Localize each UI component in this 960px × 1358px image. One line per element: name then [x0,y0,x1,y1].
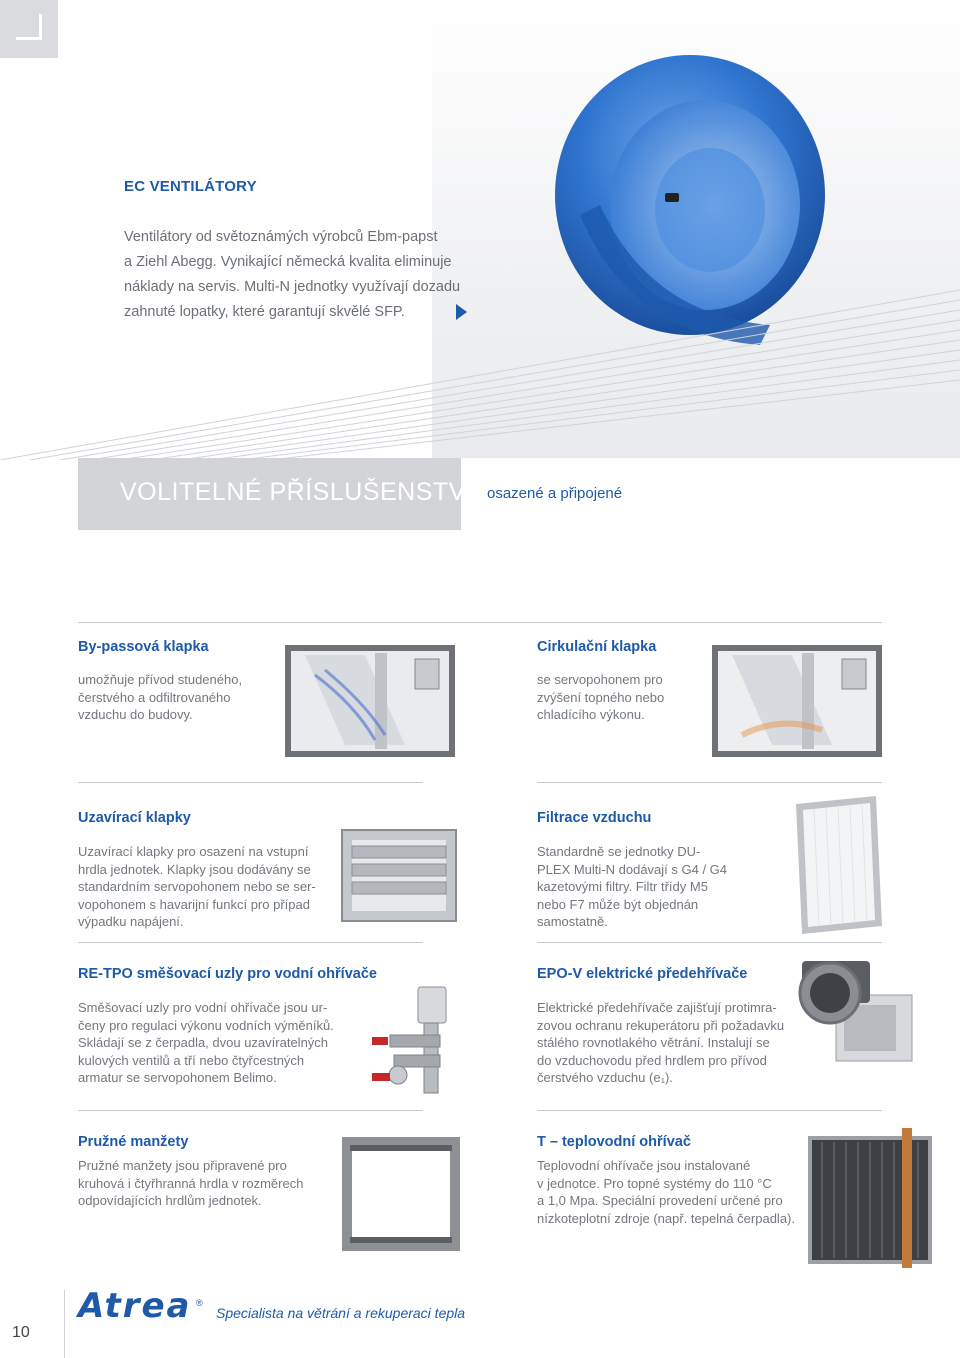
text-line: hrdla jednotek. Klapky jsou dodávány se [78,861,311,877]
text-line: nebo F7 může být objednán [537,896,699,912]
footer-divider [64,1290,65,1358]
text-line: čeny pro regulaci výkonu vodních výměníků. [78,1017,334,1033]
water-heater-title: T – teplovodní ohřívač [537,1134,691,1150]
electric-preheater-image [796,955,916,1065]
flexible-sleeve-image [340,1135,462,1253]
footer-tagline: Specialista na větrání a rekuperaci tepla [216,1305,466,1321]
text-line: a 1,0 Mpa. Speciální provedení určené pro [537,1193,783,1208]
ec-description [124,225,464,325]
closing-damper-image [340,828,458,923]
flexible-sleeves-title: Pružné manžety [78,1134,189,1150]
retpo-title: RE-TPO směšovací uzly pro vodní ohřívače [78,966,377,982]
text-line: zvýšení topného nebo [537,689,665,705]
text-line: do vzduchovodu před hrdlem pro přívod [537,1052,767,1068]
flexible-sleeves-text [78,1157,338,1210]
ec-heading: EC VENTILÁTORY [124,178,257,195]
text-line: kulových ventilů a tří nebo čtyřcestných [78,1052,305,1068]
section-subtitle: osazené a připojené [487,485,623,502]
arrow-right-icon [456,304,467,320]
text-line: armatur se servopohonem Belimo. [78,1070,277,1085]
corner-bracket-icon [16,14,42,40]
text-line: Standardně se jednotky DU- [537,844,701,859]
ec-line: a Ziehl Abegg. Vynikající německá kvalita eliminuje [124,254,452,270]
divider [537,1110,882,1111]
text-line: Směšovací uzly pro vodní ohřívače jsou ur- [78,1000,328,1015]
text-line: vzduchu do budovy. [78,707,193,722]
circulation-damper-image [712,645,882,757]
circulation-text [537,671,707,724]
ec-line: zahnuté lopatky, které garantují skvělé SFP. [124,304,405,320]
text-line: samostatně. [537,914,608,929]
text-line: umožňuje přívod studeného, [78,672,243,687]
page-number: 10 [12,1324,30,1341]
text-line: čerstvého vzduchu (e₁). [537,1070,673,1085]
text-line: zovou ochranu rekuperátoru při požadavku [537,1017,785,1033]
epov-text [537,999,797,1087]
ec-line: náklady na servis. Multi-N jednotky využívají dozadu [124,279,461,295]
text-line: se servopohonem pro [537,672,663,687]
mixing-valve-image [368,985,468,1103]
filtration-title: Filtrace vzduchu [537,810,652,826]
divider [78,622,882,623]
text-line: Teplovodní ohřívače jsou instalované [537,1158,751,1173]
section-title: VOLITELNÉ PŘÍSLUŠENSTVÍ [120,478,474,506]
bypass-damper-image [285,645,455,757]
divider [537,782,882,783]
text-line: PLEX Multi-N dodávají s G4 / G4 [537,861,728,877]
epov-title: EPO-V elektrické předehřívače [537,966,748,982]
text-line: kazetovými filtry. Filtr třídy M5 [537,879,708,894]
text-line: čerstvého a odfiltrovaného [78,689,231,705]
divider [78,782,423,783]
text-line: Skládají se z čerpadla, dvou uzavíratelných [78,1035,329,1050]
closing-dampers-text [78,843,348,931]
bypass-title: By-passová klapka [78,639,209,655]
retpo-text [78,999,348,1087]
ec-line: Ventilátory od světoznámých výrobců Ebm-papst [124,229,438,245]
text-line: chladícího výkonu. [537,707,645,722]
filtration-text [537,843,737,931]
text-line: v jednotce. Pro topné systémy do 110 °C [537,1175,772,1191]
text-line: vopohonem s havarijní funkcí pro případ [78,896,310,912]
text-line: standardním servopohonem nebo se ser- [78,879,316,894]
divider [78,1110,423,1111]
water-heater-coil-image [806,1128,936,1268]
divider [537,942,882,943]
text-line: odpovídajících hrdlům jednotek. [78,1193,262,1208]
text-line: Uzavírací klapky pro osazení na vstupní [78,844,309,859]
divider [78,942,423,943]
air-filter-image [794,796,884,934]
text-line: kruhová i čtyřhranná hrdla v rozměrech [78,1175,304,1191]
registered-mark: ® [196,1298,203,1308]
text-line: Pružné manžety jsou připravené pro [78,1158,287,1173]
text-line: stálého rovnotlakého větrání. Instalují se [537,1035,770,1050]
text-line: Elektrické předehřívače zajišťují protimra- [537,1000,777,1015]
atrea-logo: Atrea [78,1286,192,1326]
text-line: výpadku napájení. [78,914,184,929]
text-line: nízkoteplotní zdroje (např. tepelná čerpadla). [537,1210,795,1226]
closing-dampers-title: Uzavírací klapky [78,810,191,826]
bypass-text [78,671,278,724]
water-heater-text [537,1157,807,1227]
circulation-title: Cirkulační klapka [537,639,657,655]
